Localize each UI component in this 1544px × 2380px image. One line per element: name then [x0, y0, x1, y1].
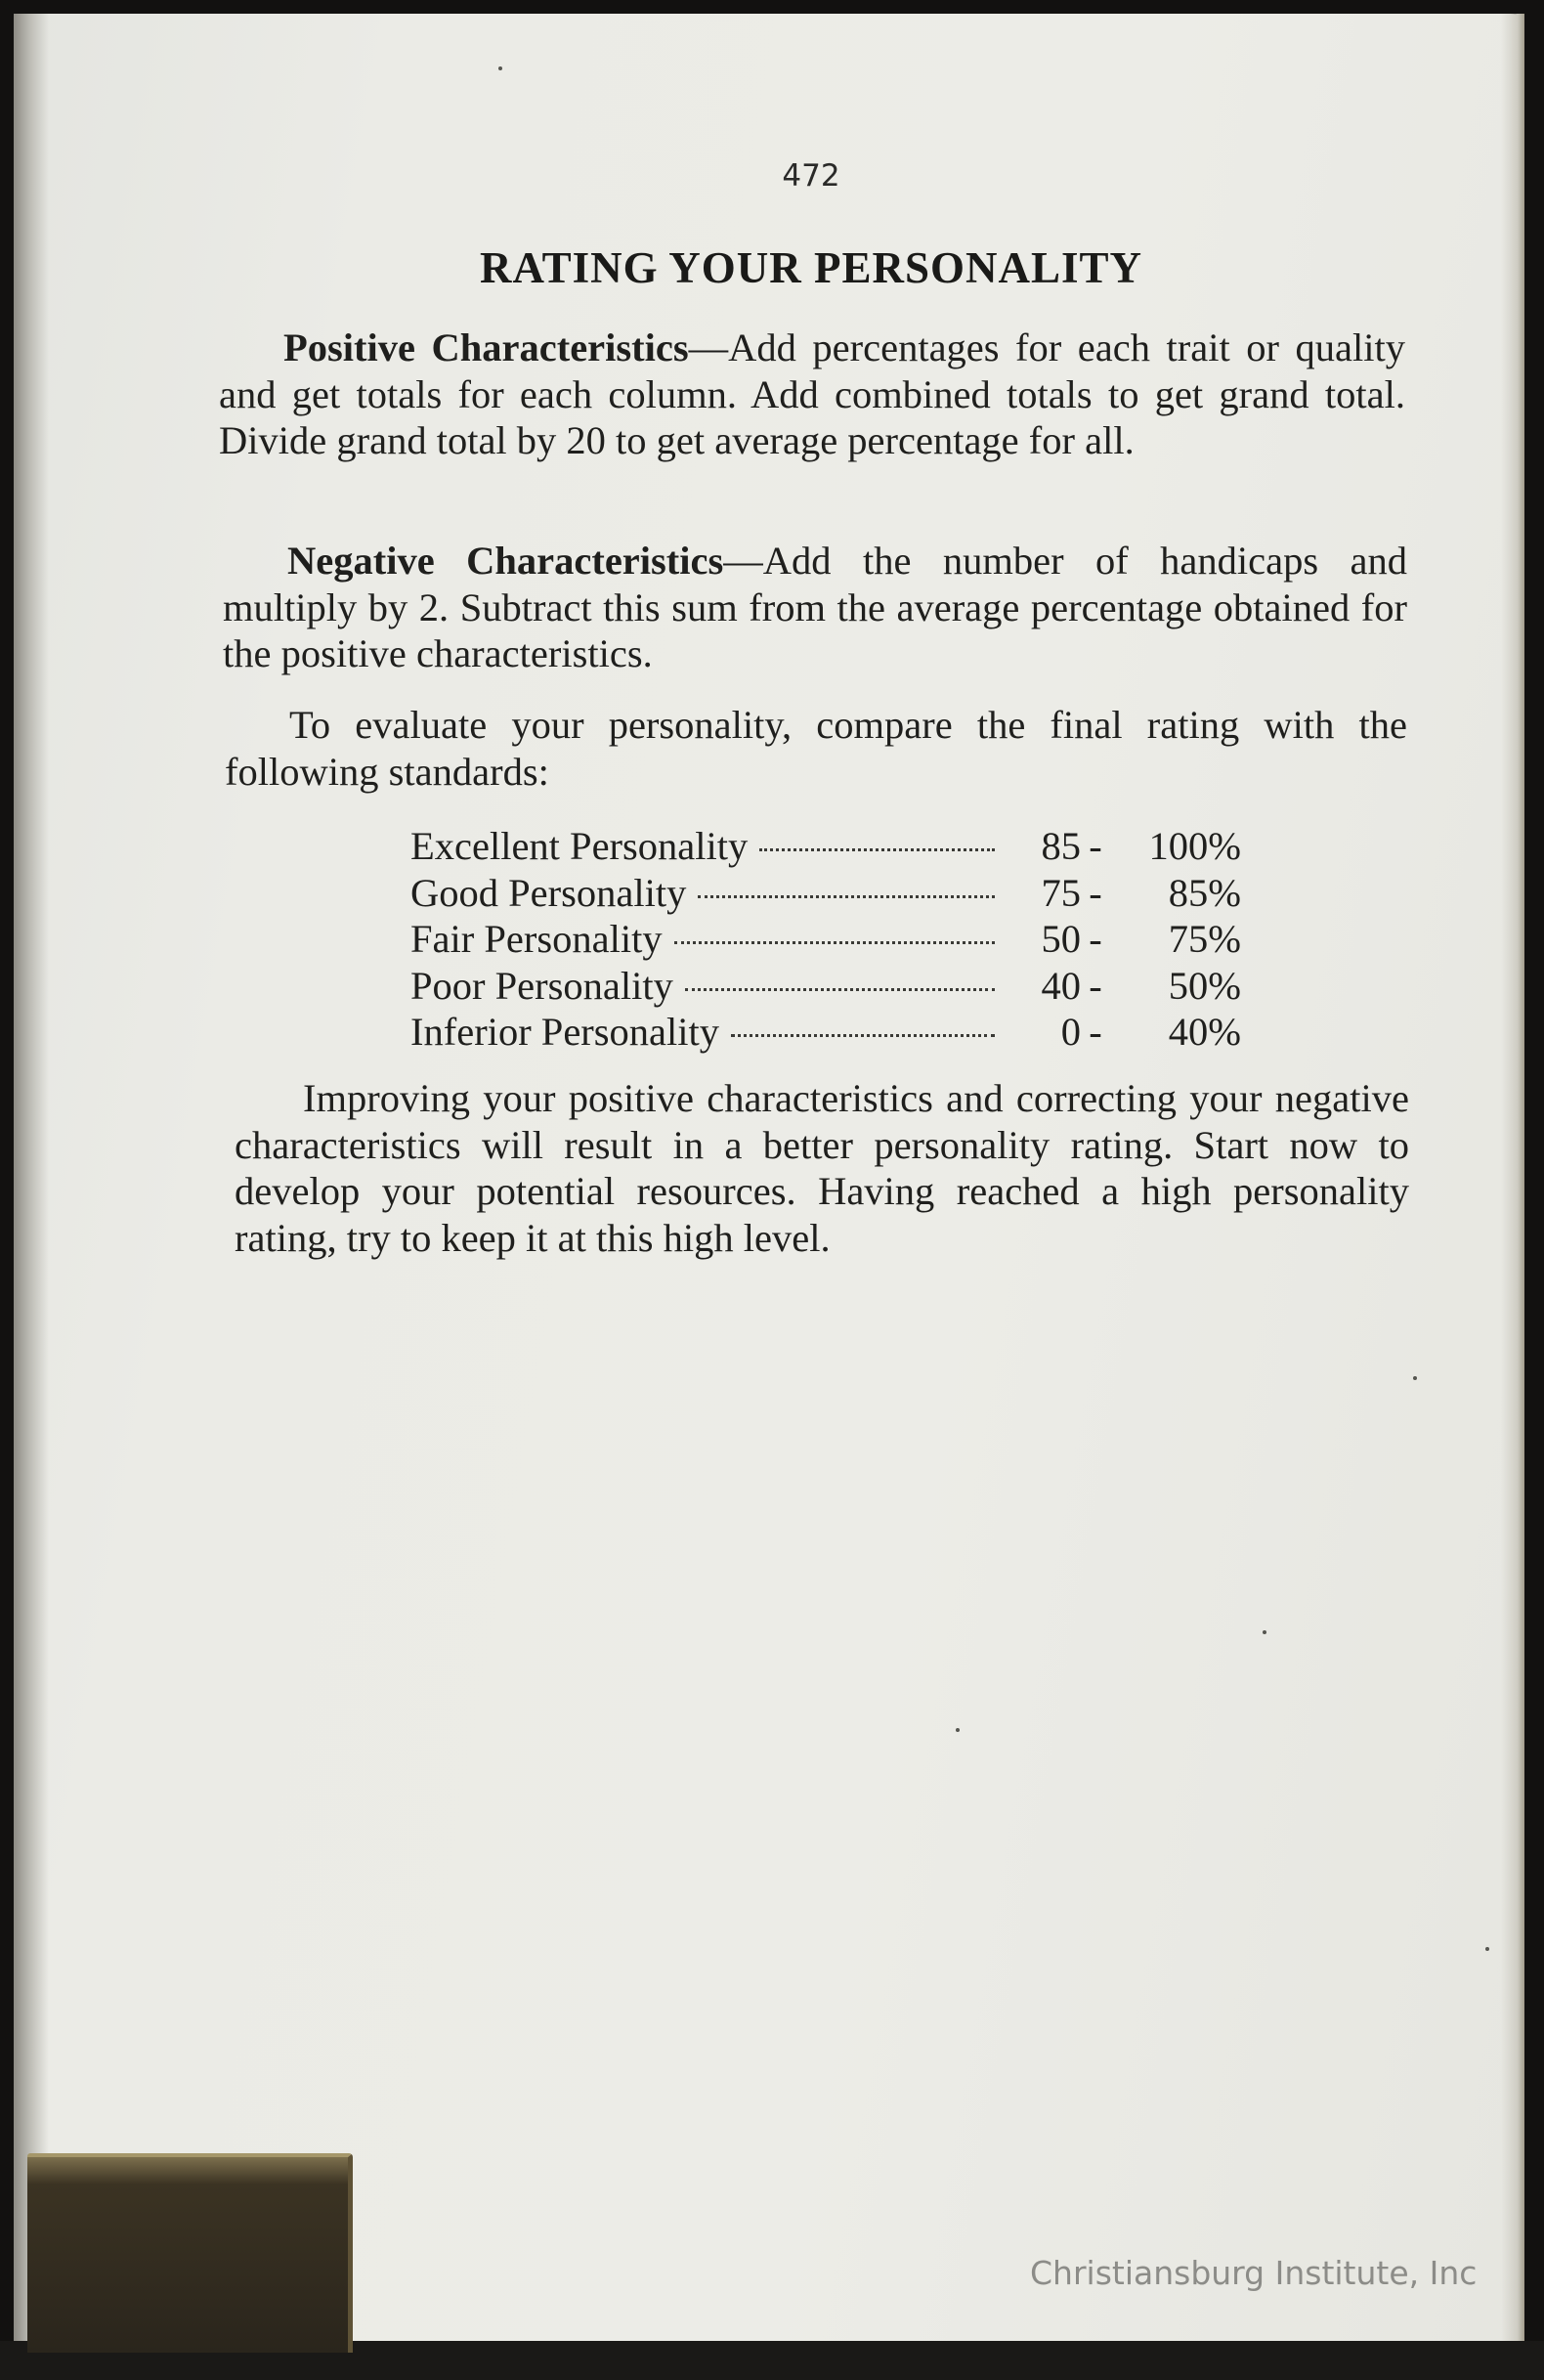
closing-paragraph: Improving your positive characteristics and correcting your negative characteristics will result in a better personality rating. Start now to develop your potential resources. Having reached a high personality rating, try to keep it at this high level. [235, 1076, 1409, 1260]
page-title: RATING YOUR PERSONALITY [479, 243, 1143, 292]
range-dash: - [1089, 1010, 1102, 1054]
positive-characteristics-text: —Add percentages for each trait or quality and get totals for each column. Add combined totals to get grand total. Divide grand total by 20 to get average percentage for all. [219, 325, 1405, 462]
standard-low: 85 [1041, 824, 1081, 868]
standard-row-good [410, 870, 1241, 917]
range-dash: - [1089, 824, 1102, 868]
standard-low: 0 [1060, 1010, 1081, 1054]
standard-high: 100% [1148, 824, 1241, 868]
watermark: Christiansburg Institute, Inc [1030, 2254, 1478, 2292]
standard-row-excellent [410, 823, 1241, 870]
standard-low: 75 [1041, 870, 1081, 915]
paper-speck [1263, 1630, 1266, 1634]
evaluate-paragraph: To evaluate your personality, compare the final rating with the following standards: [225, 703, 1407, 794]
leader-dots [685, 988, 995, 991]
leader-dots [759, 848, 995, 851]
positive-characteristics-heading: Positive Characteristics [283, 325, 689, 369]
standard-high: 85% [1168, 870, 1241, 915]
standard-row-inferior [410, 1009, 1241, 1056]
standard-low: 50 [1041, 917, 1081, 961]
standard-low: 40 [1041, 963, 1081, 1008]
paper-speck [1485, 1947, 1489, 1951]
leader-dots [674, 941, 995, 944]
paper-speck [1413, 1376, 1417, 1380]
standard-label: Fair Personality [410, 917, 663, 961]
negative-characteristics-text: —Add the number of handicaps and multiply by 2. Subtract this sum from the average percentage obtained for the positive characteristics. [223, 539, 1407, 675]
standard-high: 50% [1168, 963, 1241, 1008]
page-right-edge [1501, 14, 1524, 2350]
range-dash: - [1089, 963, 1102, 1008]
library-card-pocket [27, 2153, 353, 2353]
positive-characteristics-paragraph [219, 325, 1405, 464]
page-number: 472 [782, 158, 840, 194]
standard-high: 40% [1168, 1010, 1241, 1054]
standard-high: 75% [1168, 917, 1241, 961]
page-gutter-shadow [14, 14, 49, 2350]
leader-dots [698, 895, 995, 898]
standard-row-fair [410, 916, 1241, 963]
standard-label: Excellent Personality [410, 824, 749, 868]
range-dash: - [1089, 870, 1102, 915]
leader-dots [731, 1034, 995, 1037]
paper-speck [956, 1728, 960, 1732]
negative-characteristics-paragraph [223, 538, 1407, 677]
paper-speck [498, 66, 502, 70]
standard-row-poor [410, 963, 1241, 1010]
standard-label: Good Personality [410, 870, 687, 915]
negative-characteristics-heading: Negative Characteristics [287, 539, 724, 583]
rating-standards-list [410, 823, 1241, 1056]
standard-label: Inferior Personality [410, 1010, 720, 1054]
range-dash: - [1089, 917, 1102, 961]
standard-label: Poor Personality [410, 963, 673, 1008]
